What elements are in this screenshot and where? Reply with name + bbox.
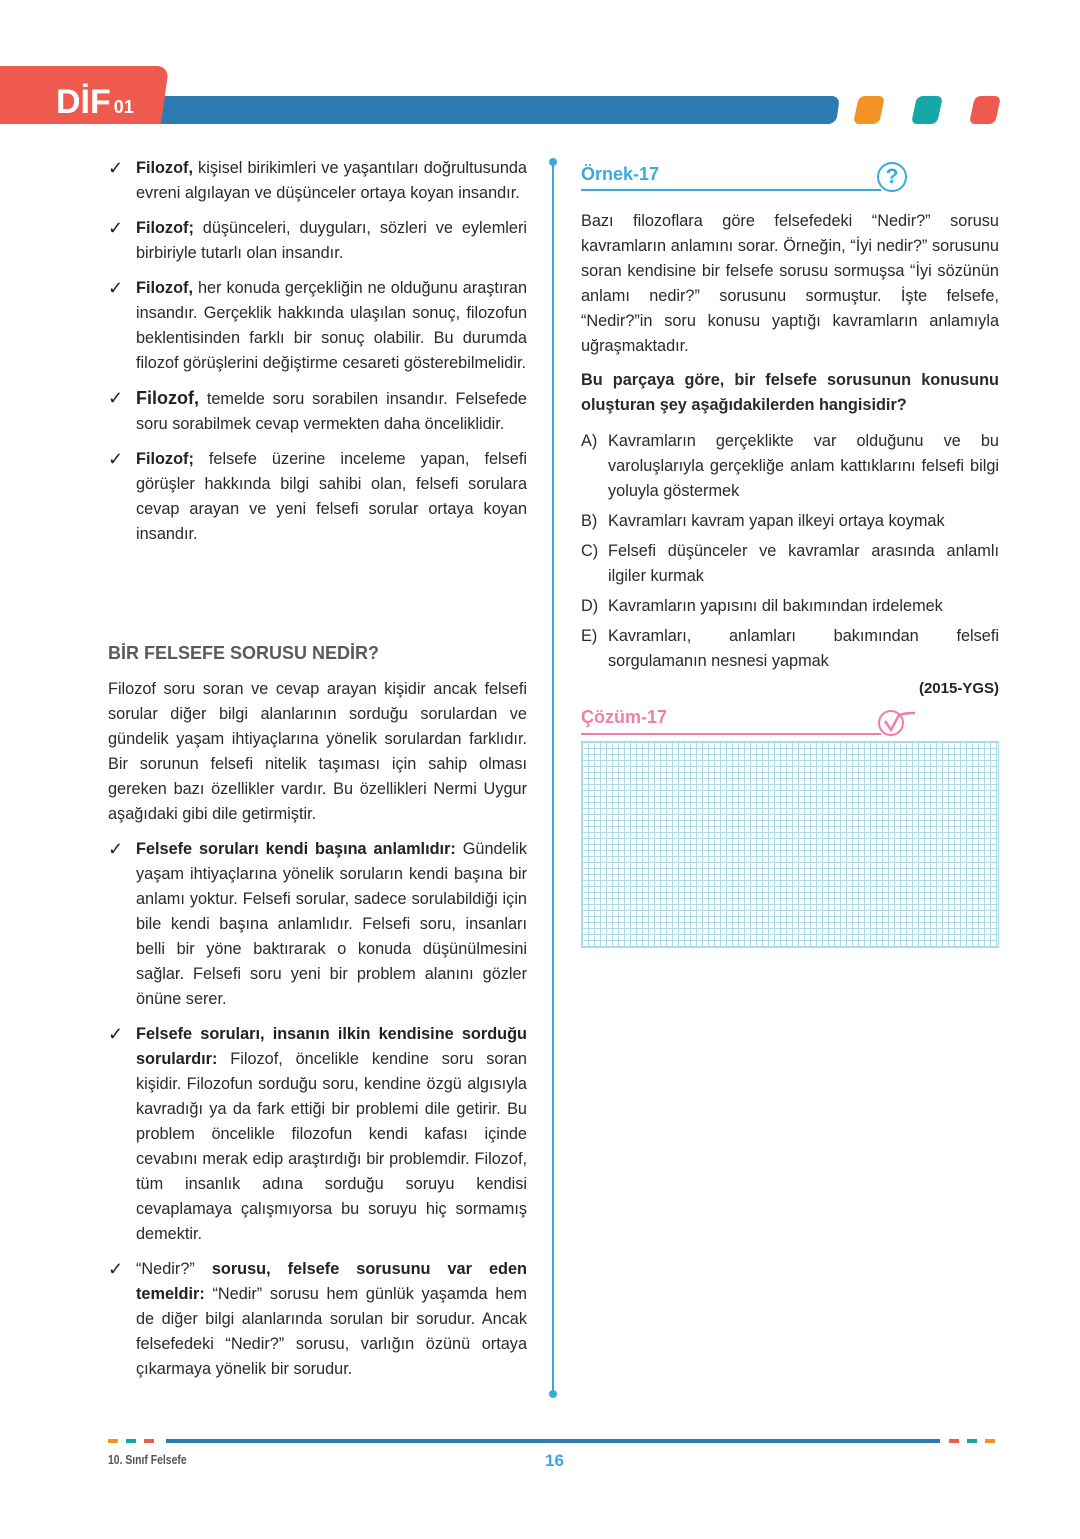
intro-paragraph: Filozof soru soran ve cevap arayan kişidir ancak felsefi sorular diğer bilgi alanlarının sorduğu sorulardan ve gündelik yaşam ihtiyaçlarına yönelik sorulardan farklıdır. Bir sorunun felsefi nitelik taşıması için sahip olması gereken bazı özellikler vardır. Bu özellikleri Nermi Uygur aşağıdaki gibi dile getirmiştir. [108,680,527,823]
bullet-item [108,1257,527,1382]
checkmark-circle-icon [877,709,917,742]
check-icon: ✓ [108,1024,124,1044]
bullet-bold: Filozof; [136,450,194,468]
check-icon: ✓ [108,218,124,238]
bullet-item [108,837,527,1012]
check-icon: ✓ [108,158,124,178]
option-a[interactable] [581,429,999,504]
example-header [581,162,999,192]
logo-text: DİF [56,83,111,121]
bullet-pre: “Nedir?” [136,1260,195,1278]
check-icon: ✓ [108,839,124,859]
option-text: Kavramları, anlamları bakımından felsefi sorgulamanın nesnesi yapmak [608,627,999,670]
divider-dot-top [549,158,557,166]
bullet-text: Filozof, öncelikle kendine soru soran kişidir. Filozofun sorduğu soru, kendine özgü algısıyla kavradığı ya da fark ettiği bir problemi dile getirir. Bu problem öncelikle filozofun kendi kafası içinde cevabını merak edip araştırdığı bir problemdir. Filozof, tüm insanlık adına sorduğu soruyu kendisi cevaplamaya çalışmıyorsa bu soruyu hiç sormamış demektir. [136,1050,527,1243]
footer-deco-right [949,1439,995,1445]
bullet-item [108,156,527,206]
bullet-bold: sorusu, felsefe sorusunu var eden temeldir: [136,1260,527,1303]
option-letter: E) [581,627,598,645]
option-c[interactable] [581,539,999,589]
bullet-item [108,1022,527,1247]
section-heading: BİR FELSEFE SORUSU NEDİR? [108,643,380,663]
logo-number: 01 [113,97,134,117]
bullet-text: felsefe üzerine inceleme yapan, felsefi görüşler hakkında bilgi sahibi olan, felsefi sorulara cevap arayan ve yeni felsefi sorular ortaya koyan insandır. [136,450,527,543]
option-text: Kavramların gerçeklikte var olduğunu ve bu varoluşlarıyla gerçekliğe anlam kattıklarını felsefi bilgi yoluyla göstermek [608,432,999,500]
bullet-text: temelde soru sorabilen insandır. Felsefede soru sorabilmek cevap vermekten daha önceliklidir. [136,390,527,433]
solution-grid-area[interactable] [581,741,999,948]
solution-underline [581,733,881,735]
solution-header [581,707,999,737]
option-text: Kavramları kavram yapan ilkeyi ortaya koymak [608,512,945,530]
option-text: Kavramların yapısını dil bakımından irdelemek [608,597,943,615]
deco-red [969,96,1001,124]
left-column [108,156,527,1392]
divider-dot-bottom [549,1390,557,1398]
check-icon: ✓ [108,278,124,298]
example-passage: Bazı filozoflara göre felsefedeki “Nedir?” sorusu kavramların anlamını sorar. Örneğin, “İyi nedir?” sorusunu soran kendisine bir felsefe sorusu sormuşsa “İyi sözünün anlamı nedir?” sorusunu sormuştur. İşte felsefe, “Nedir?”in soru konusu yaptığı kavramların anlamıyla uğraşmaktadır. [581,212,999,355]
bullet-item [108,386,527,437]
check-icon: ✓ [108,1259,124,1279]
solution-title: Çözüm-17 [581,707,668,727]
footer-deco-left [108,1439,154,1445]
check-icon: ✓ [108,388,124,408]
footer-line [166,1439,940,1443]
deco-orange [853,96,885,124]
question-source: (2015-YGS) [918,680,999,697]
option-letter: A) [581,432,598,450]
bullet-bold: Filozof; [136,219,194,237]
bullet-text: düşünceleri, duyguları, sözleri ve eylemleri birbiriyle tutarlı olan insandır. [136,219,527,262]
logo [56,82,134,127]
bullet-text: Gündelik yaşam ihtiyaçlarına yönelik soruların kendi başına bir anlamı yoktur. Felsefi sorular, sadece sorulabildiği için bile kendi başına anlamlıdır. Felsefi soru, insanları belli bir yöne baktırarak o konuda düşünülmesini sağlar. Felsefi soru yeni bir problem alanını gözler önüne serer. [136,840,527,1008]
option-letter: B) [581,512,598,530]
option-text: Felsefi düşünceler ve kavramlar arasında anlamlı ilgiler kurmak [608,542,999,585]
example-underline [581,189,881,191]
header-bar [148,96,840,124]
bullet-bold: Filozof, [136,279,193,297]
check-icon: ✓ [108,449,124,469]
bullet-text: kişisel birikimleri ve yaşantıları doğrultusunda evreni algılayan ve düşünceler ortaya koyan insandır. [136,159,527,202]
option-letter: C) [581,542,599,560]
question-mark-icon: ? [877,162,907,192]
page-number: 16 [545,1451,564,1470]
bullet-text: “Nedir” sorusu hem günlük yaşamda hem de diğer bilgi alanlarında sorulan bir sorudur. Ancak felsefedeki “Nedir?” sorusu, varlığın özünü ortaya çıkarmaya yönelik bir sorudur. [136,1285,527,1378]
deco-teal [911,96,943,124]
bullet-bold: Filozof, [136,388,199,408]
bullet-bold: Felsefe soruları kendi başına anlamlıdır: [136,840,456,858]
right-column [581,162,999,948]
question-stem: Bu parçaya göre, bir felsefe sorusunun konusunu oluşturan şey aşağıdakilerden hangisidir? [581,371,999,414]
bullet-item [108,276,527,376]
option-b[interactable] [581,509,999,534]
option-letter: D) [581,597,599,615]
bullet-item [108,216,527,266]
footer-book-title: 10. Sınıf Felsefe [108,1452,187,1467]
bullet-item [108,447,527,547]
column-divider [552,162,554,1394]
option-d[interactable] [581,594,999,619]
option-e[interactable] [581,624,999,674]
bullet-bold: Felsefe soruları, insanın ilkin kendisine sorduğu sorulardır: [136,1025,527,1068]
example-title: Örnek-17 [581,164,660,184]
bullet-text: her konuda gerçekliğin ne olduğunu araştıran insandır. Gerçeklik hakkında ulaşılan sonuç, filozofun beklentisinden farklı bir sonuç olabilir. Bu durumda filozof görüşlerini değiştirme cesareti gösterebilmelidir. [136,279,527,372]
bullet-bold: Filozof, [136,159,193,177]
